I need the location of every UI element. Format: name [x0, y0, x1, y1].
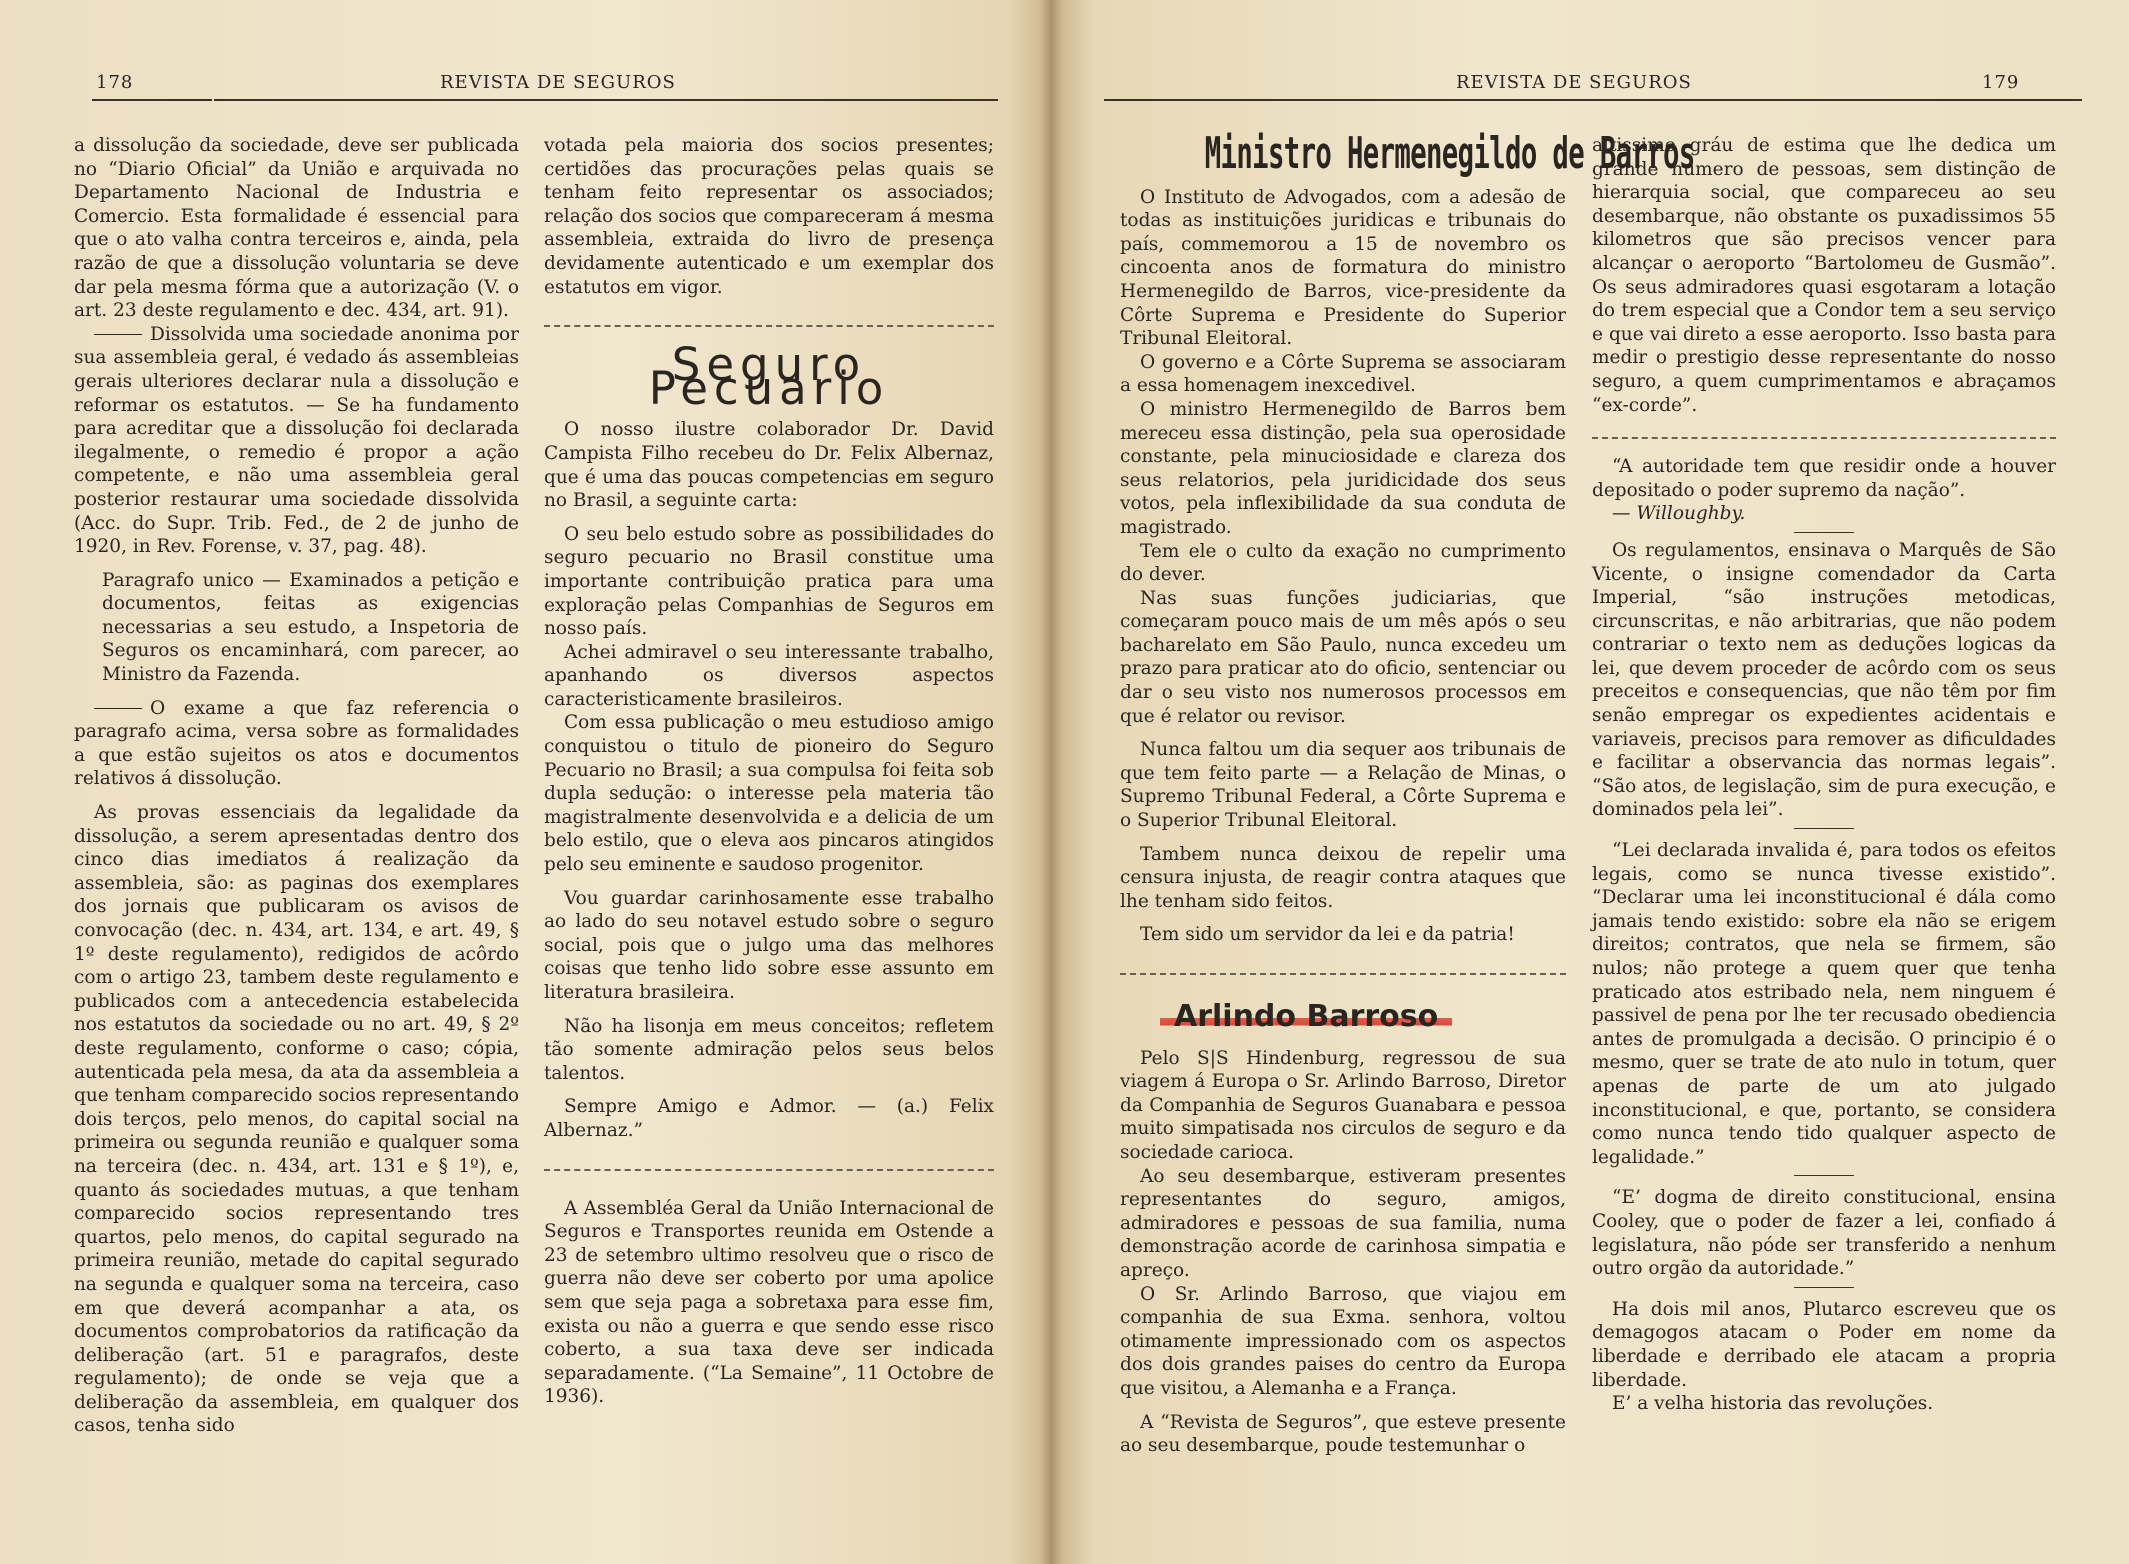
- quote: “E’ dogma de direito constitucional, ensina Cooley, que o poder de fazer a lei, confiado á legislatura, não póde ser transferido a nenhum outro orgão da autoridade.”: [1592, 1187, 2056, 1280]
- left-column-1: [74, 134, 519, 1438]
- paragraph: O exame a que faz referencia o paragrafo acima, versa sobre as formalidades a que estão sujeitos os atos e documentos relativos á dissolução.: [74, 697, 519, 790]
- article-title: Arlindo Barroso: [1160, 1005, 1452, 1029]
- paragraph: Tambem nunca deixou de repelir uma censura injusta, de reagir contra ataques que lhe tenham sido feitos.: [1120, 843, 1566, 912]
- quote: “Lei declarada invalida é, para todos os efeitos legais, como se nunca tivesse existido”. “Declarar uma lei inconstitucional é dála como jamais tendo existido: sobre ela não se erigem direitos; contratos, que nela se firmem, são nulos; não protege a quem quer que tenha praticado atos estribado nela, nem ninguem é passivel de pena por lhe ter recusado obediencia antes de promulgada a decisão. O principio é o mesmo, quer se trate de ato nulo in totum, quer apenas de parte de um ato julgado inconstitucional, e que, portanto, se considera como nunca tendo tido qualquer aspecto de legalidade.”: [1592, 840, 2056, 1168]
- paragraph: Tem ele o culto da exação no cumprimento do dever.: [1120, 540, 1566, 586]
- quote-author: — Willoughby.: [1612, 503, 1746, 525]
- signature: Sempre Amigo e Admor. — (a.) Felix Albernaz.”: [544, 1096, 994, 1141]
- paragraph: Nas suas funções judiciarias, que começaram pouco mais de um mês após o seu bacharelato em São Paulo, nunca excedeu um prazo para praticar ato do oficio, sentenciar ou dar o seu visto nos numerosos processos em que é relator ou revisor.: [1120, 587, 1566, 727]
- section-divider: [1120, 973, 1566, 975]
- paragraph: Nunca faltou um dia sequer aos tribunais de que tem feito parte — a Relação de Minas, o Supremo Tribunal Federal, a Côrte Suprema e o Superior Tribunal Eleitoral.: [1120, 739, 1566, 832]
- paragraph: O Instituto de Advogados, com a adesão de todas as instituições juridicas e tribunais do país, commemorou a 15 de novembro os cincoenta anos de formatura do ministro Hermenegildo de Barros, vice-presidente da Côrte Suprema e Presidente do Superior Tribunal Eleitoral.: [1120, 186, 1566, 350]
- paragraph: A Assembléa Geral da União Internacional de Seguros e Transportes reunida em Ostende a 23 de setembro ultimo resolveu que o risco de guerra não deve ser coberto por uma apolice sem que seja paga a sobretaxa para esse fim, exista ou não a guerra e que sendo esse risco coberto, a sua taxa deve ser indicada separadamente. (“La Semaine”, 11 Octobre de 1936).: [544, 1197, 994, 1408]
- quote-rule: [1794, 828, 1854, 829]
- running-header: REVISTA DE SEGUROS: [1456, 72, 1692, 93]
- page-number: 179: [1982, 72, 2020, 93]
- quote: Os regulamentos, ensinava o Marquês de São Vicente, o insigne comendador da Carta Imperial, “são instruções metodicas, circunscritas, e não arbitrarias, que não podem contrariar o texto nem as deduções logicas da lei, que devem proceder de acôrdo com os seus preceitos e consequencias, que não têm por fim senão empregar os expedientes acidentais e variaveis, precisos para remover as dificuldades e facilitar a observancia das normas legais”. “São atos, de legislação, sim de pura execução, e dominados pela lei”.: [1592, 539, 2056, 821]
- paragraph: Dissolvida uma sociedade anonima por sua assembleia geral, é vedado ás assembleias gerais ulteriores declarar nula a dissolução e reformar os estatutos. — Se ha fundamento para acreditar que a dissolução foi declarada ilegalmente, o remedio é propor a ação competente, e não uma assembleia geral posterior restaurar uma sociedade dissolvida (Acc. do Supr. Trib. Fed., de 2 de junho de 1920, in Rev. Forense, v. 37, pag. 48).: [74, 323, 519, 558]
- header-rule: [214, 99, 998, 101]
- paragraph: Tem sido um servidor da lei e da patria!: [1140, 924, 1515, 946]
- paragraph: O seu belo estudo sobre as possibilidades do seguro pecuario no Brasil constitue uma importante contribuição pratica para uma exploração pelas Companhias de Seguros em nosso país.: [544, 523, 994, 640]
- page-number: 178: [96, 72, 134, 93]
- paragraph-unico: Paragrafo unico — Examinados a petição e documentos, feitas as exigencias necessarias a seu estudo, a Inspetoria de Seguros os encaminhará, com parecer, ao Ministro da Fazenda.: [102, 569, 519, 686]
- paragraph: votada pela maioria dos socios presentes; certidões das procurações pelas quais se tenham feito representar os associados; relação dos socios que compareceram á mesma assembleia, extraida do livro de presença devidamente autenticado e um exemplar dos estatutos em vigor.: [544, 135, 994, 298]
- paragraph: Não ha lisonja em meus conceitos; refletem tão somente admiração pelos seus belos talentos.: [544, 1015, 994, 1084]
- quote-rule: [1794, 1287, 1854, 1288]
- section-divider: [1592, 437, 2056, 439]
- paragraph: O nosso ilustre colaborador Dr. David Campista Filho recebeu do Dr. Felix Albernaz, que é uma das poucas competencias em seguro no Brasil, a seguinte carta:: [544, 419, 994, 512]
- paragraph: O ministro Hermenegildo de Barros bem mereceu essa distinção, pela sua operosidade constante, pela minuciosidade e clareza dos seus relatorios, pela juridicidade dos seus votos, pela inflexibilidade da sua conduta de magistrado.: [1120, 398, 1566, 538]
- paragraph: a dissolução da sociedade, deve ser publicada no “Diario Oficial” da União e arquivada no Departamento Nacional de Industria e Comercio. Esta formalidade é essencial para que o ato valha contra terceiros e, ainda, pela razão de que a dissolução voluntaria se deve dar pela mesma fórma que a autorização (V. o art. 23 deste regulamento e dec. 434, art. 91).: [74, 135, 519, 322]
- quote: “A autoridade tem que residir onde a houver depositado o poder supremo da nação”.: [1592, 456, 2056, 501]
- paragraph: Achei admiravel o seu interessante trabalho, apanhando os diversos aspectos caracteristicamente brasileiros.: [544, 641, 994, 710]
- paragraph: O Sr. Arlindo Barroso, que viajou em companhia de sua Exma. senhora, voltou otimamente impressionado com os aspectos dos dois grandes paises do centro da Europa que visitou, a Alemanha e a França.: [1120, 1283, 1566, 1399]
- quote: E’ a velha historia das revoluções.: [1612, 1393, 1934, 1415]
- section-divider: [544, 325, 994, 327]
- paragraph: O governo e a Côrte Suprema se associaram a essa homenagem inexcedivel.: [1120, 351, 1566, 397]
- header-rule: [1104, 99, 1636, 101]
- paragraph: Com essa publicação o meu estudioso amigo conquistou o titulo de pioneiro do Seguro Pecuario no Brasil; a sua compulsa foi feita sob dupla sedução: o interesse pela materia tão magistralmente desenvolvida e a delicia de um belo estilo, que o eleva aos pincaros atingidos pelo seu eminente e saudoso progenitor.: [544, 712, 994, 876]
- article-title: Seguro Pecuario: [648, 338, 890, 415]
- section-divider: [544, 1169, 994, 1171]
- right-column-2: [1592, 134, 2056, 1416]
- paragraph: As provas essenciais da legalidade da dissolução, a serem apresentadas dentro dos cinco dias imediatos á realização da assembleia, são: as paginas dos exemplares dos jornais que publicaram os avisos de convocação (dec. n. 434, art. 134, e art. 49, § 1º deste regulamento), redigidos de acôrdo com o artigo 23, tambem deste regulamento e publicados com a antecedencia estabelecida nos estatutos da sociedade ou no art. 49, § 2º deste regulamento, conforme o caso; cópia, autenticada pela mesa, da ata da assembleia a que tenham comparecido socios representando dois terços, pelo menos, do capital social na primeira ou segunda reunião e qualquer soma na terceira (dec. n. 434, art. 131 e § 1º), e, quanto ás sociedades mutuas, a que tenham comparecido socios representando tres quartos, pelo menos, do capital segurado na primeira reunião, metade do capital segurado na segunda e qualquer soma na terceira, caso em que deverá acompanhar a ata, os documentos comprobatorios da ratificação da deliberação (art. 51 e paragrafos, deste regulamento); de onde se veja que a deliberação da assembleia, em qualquer dos casos, tenha sido: [74, 802, 519, 1437]
- quote-rule: [1794, 532, 1854, 533]
- right-page: [1050, 0, 2129, 1564]
- paragraph: Pelo S|S Hindenburg, regressou de sua viagem á Europa o Sr. Arlindo Barroso, Diretor da Companhia de Seguros Guanabara e pessoa muito simpatisada nos circulos de seguro e da sociedade carioca.: [1120, 1047, 1566, 1163]
- header-rule: [92, 99, 212, 101]
- paragraph: Ao seu desembarque, estiveram presentes representantes do seguro, amigos, admiradores e pessoas de sua familia, numa demonstração acorde de carinhosa simpatia e apreço.: [1120, 1165, 1566, 1281]
- paragraph: A “Revista de Seguros”, que esteve presente ao seu desembarque, poude testemunhar o: [1120, 1411, 1566, 1457]
- quote: Ha dois mil anos, Plutarco escreveu que os demagogos atacam o Poder em nome da liberdade e derribado ele atacam a propria liberdade.: [1592, 1298, 2056, 1391]
- left-page: [0, 0, 1050, 1564]
- header-rule: [1636, 99, 2082, 101]
- article-title: Ministro Hermenegildo de Barros: [1204, 128, 1695, 179]
- running-header: REVISTA DE SEGUROS: [440, 72, 676, 93]
- paragraph: altissimo gráu de estima que lhe dedica um grande numero de pessoas, sem distinção de hierarquia social, que compareceu ao seu desembarque, não obstante os puxadissimos 55 kilometros que são precisos vencer para alcançar o aeroporto “Bartolomeu de Gusmão”. Os seus admiradores quasi esgotaram a lotação do trem especial que a Condor tem a seu serviço e que vai direto a esse aeroporto. Isso basta para medir o prestigio desse representante do nosso seguro, a quem cumprimentamos e abraçamos “ex-corde”.: [1592, 135, 2056, 416]
- quote-rule: [1794, 1175, 1854, 1176]
- left-column-2: [544, 134, 994, 1409]
- page-gutter: [1040, 0, 1062, 1564]
- paragraph: Vou guardar carinhosamente esse trabalho ao lado do seu notavel estudo sobre o seguro social, pois que o julgo uma das melhores coisas que tenho lido sobre esse assunto em literatura brasileira.: [544, 887, 994, 1003]
